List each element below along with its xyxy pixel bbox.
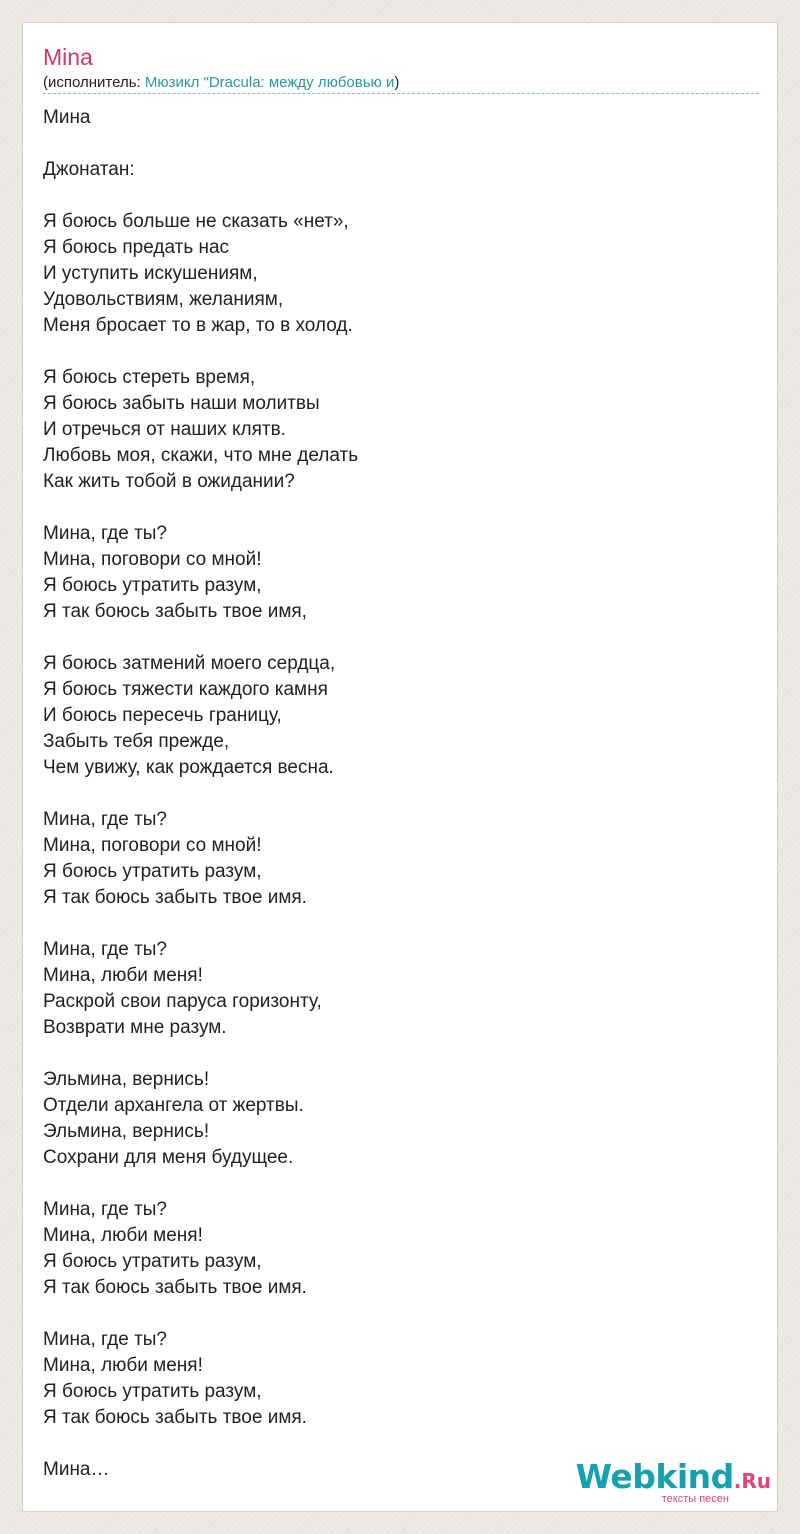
lyrics-stanza (43, 209, 759, 339)
lyrics-stanza (43, 105, 759, 131)
logo-tld: .Ru (733, 1469, 771, 1493)
lyrics-line: И уступить искушениям, (43, 263, 258, 284)
lyrics-line: Мина, поговори со мной! (43, 549, 262, 570)
lyrics-stanza (43, 1327, 759, 1431)
lyrics-stanza (43, 521, 759, 625)
lyrics-line: Я так боюсь забыть твое имя. (43, 1277, 307, 1298)
lyrics-line: Мина, где ты? (43, 1329, 167, 1350)
logo-main-text: Webkind (575, 1457, 734, 1496)
lyrics-line: И боюсь пересечь границу, (43, 705, 282, 726)
lyrics-stanza (43, 1067, 759, 1171)
artist-link[interactable]: Мюзикл "Dracula: между любовью и (144, 74, 395, 91)
lyrics-line: Удовольствиям, желаниям, (43, 289, 284, 310)
lyrics-line: Я так боюсь забыть твое имя. (43, 887, 307, 908)
lyrics-text (43, 105, 759, 1483)
lyrics-line: Чем увижу, как рождается весна. (43, 757, 334, 778)
lyrics-stanza (43, 651, 759, 781)
lyrics-line: Мина… (43, 1459, 110, 1480)
lyrics-line: Я боюсь больше не сказать «нет», (43, 211, 349, 232)
lyrics-line: Мина, где ты? (43, 809, 167, 830)
lyrics-line: Я боюсь утратить разум, (43, 1381, 262, 1402)
lyrics-line: Как жить тобой в ожидании? (43, 471, 295, 492)
lyrics-stanza (43, 1197, 759, 1301)
lyrics-line: Я так боюсь забыть твое имя, (43, 601, 307, 622)
lyrics-line: Мина, где ты? (43, 1199, 167, 1220)
artist-line (43, 73, 759, 93)
lyrics-line: Мина, где ты? (43, 939, 167, 960)
lyrics-line: Меня бросает то в жар, то в холод. (43, 315, 353, 336)
lyrics-stanza (43, 937, 759, 1041)
site-logo[interactable] (575, 1457, 771, 1505)
lyrics-line: Я боюсь утратить разум, (43, 575, 262, 596)
lyrics-line: Я боюсь стереть время, (43, 367, 256, 388)
lyrics-line: Сохрани для меня будущее. (43, 1147, 294, 1168)
lyrics-line: Я боюсь утратить разум, (43, 861, 262, 882)
lyrics-line: Мина, люби меня! (43, 1355, 203, 1376)
lyrics-line: Эльмина, вернись! (43, 1069, 210, 1090)
lyrics-line: Мина, поговори со мной! (43, 835, 262, 856)
song-header (43, 43, 759, 93)
lyrics-line: Забыть тебя прежде, (43, 731, 230, 752)
lyrics-line: Любовь моя, скажи, что мне делать (43, 445, 359, 466)
lyrics-line: И отречься от наших клятв. (43, 419, 286, 440)
song-title: Mina (43, 44, 93, 70)
artist-suffix: ) (394, 74, 400, 91)
lyrics-stanza (43, 157, 759, 183)
artist-prefix: (исполнитель: (43, 74, 145, 91)
lyrics-line: Мина, люби меня! (43, 1225, 203, 1246)
lyrics-line: Мина (43, 107, 91, 128)
lyrics-line: Я боюсь тяжести каждого камня (43, 679, 328, 700)
logo-tagline: тексты песен (661, 1493, 729, 1505)
lyrics-line: Раскрой свои паруса горизонту, (43, 991, 322, 1012)
lyrics-stanza (43, 807, 759, 911)
lyrics-line: Отдели архангела от жертвы. (43, 1095, 304, 1116)
lyrics-line: Джонатан: (43, 159, 135, 180)
lyrics-line: Я боюсь предать нас (43, 237, 230, 258)
lyrics-line: Эльмина, вернись! (43, 1121, 210, 1142)
lyrics-line: Мина, где ты? (43, 523, 167, 544)
lyrics-line: Я боюсь забыть наши молитвы (43, 393, 320, 414)
lyrics-line: Я боюсь затмений моего сердца, (43, 653, 336, 674)
header-divider (43, 93, 759, 94)
lyrics-stanza (43, 365, 759, 495)
lyrics-line: Я так боюсь забыть твое имя. (43, 1407, 307, 1428)
lyrics-line: Я боюсь утратить разум, (43, 1251, 262, 1272)
lyrics-line: Возврати мне разум. (43, 1017, 227, 1038)
lyrics-line: Мина, люби меня! (43, 965, 203, 986)
lyrics-card (22, 22, 778, 1512)
